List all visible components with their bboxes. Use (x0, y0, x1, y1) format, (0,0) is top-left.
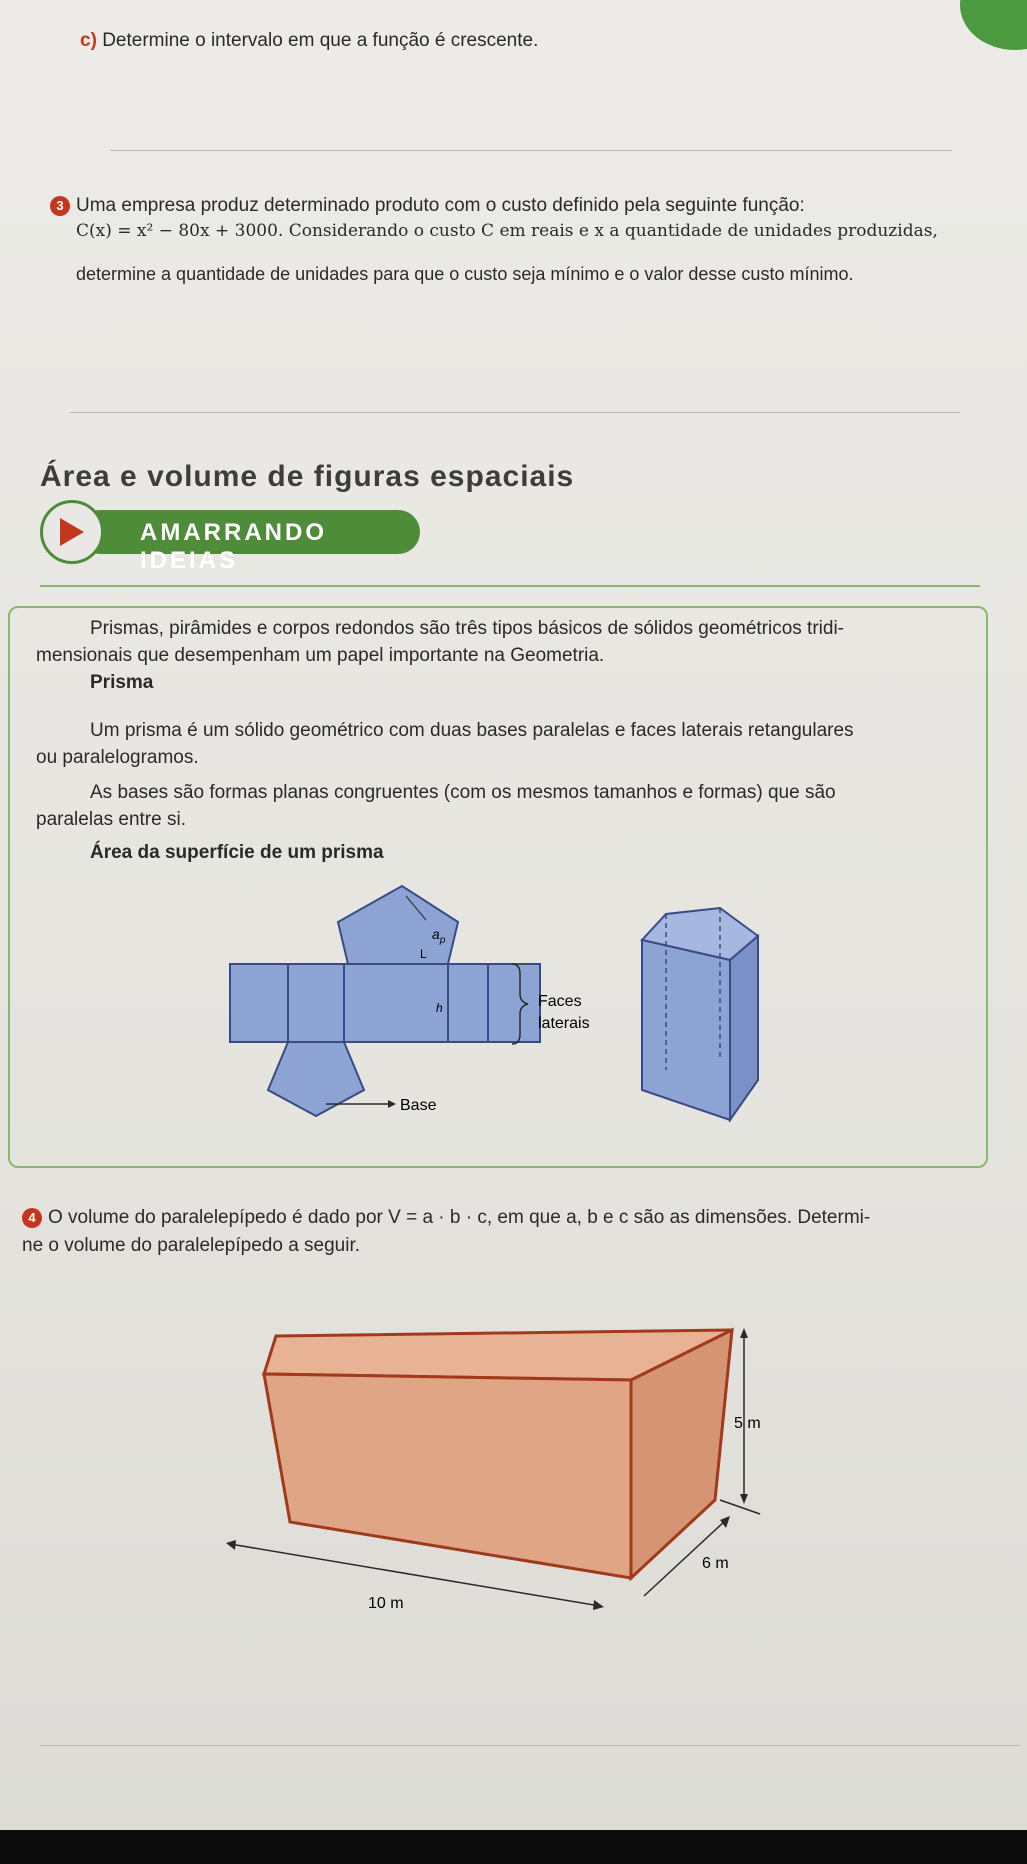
prism-3d-figure (620, 890, 770, 1140)
banner-label: AMARRANDO IDEIAS (140, 519, 327, 574)
label-L: L (420, 947, 427, 961)
net-bottom-pentagon (268, 1042, 364, 1116)
height-tick (720, 1500, 760, 1514)
answer-line (70, 412, 960, 413)
q4-number: 4 (22, 1208, 42, 1228)
base-arrowhead (388, 1100, 396, 1108)
parallelepiped-figure (220, 1300, 780, 1630)
net-top-pentagon (338, 886, 458, 964)
q3-line2: C(x) = x² − 80x + 3000. Considerando o custo C em reais e x a quantidade de unidades produzidas, (76, 221, 938, 241)
height-arrowhead-bottom (740, 1494, 748, 1504)
box-p2a: Um prisma é um sólido geométrico com duas bases paralelas e faces laterais retangulares (90, 720, 854, 741)
play-icon (60, 518, 84, 546)
box-divider (40, 585, 980, 587)
heading-area: Área da superfície de um prisma (90, 842, 384, 863)
height-arrowhead-top (740, 1328, 748, 1338)
label-depth: 6 m (702, 1555, 729, 1572)
question-2c (80, 28, 538, 53)
answer-line (110, 150, 952, 151)
label-length: 10 m (368, 1595, 404, 1612)
q2c-label: c) (80, 30, 97, 51)
question-4 (22, 1205, 1022, 1230)
box-p1a: Prismas, pirâmides e corpos redondos são três tipos básicos de sólidos geométricos tridi- (90, 618, 844, 639)
label-laterais: laterais (538, 1015, 590, 1032)
question-3 (50, 193, 970, 218)
box-p2b: ou paralelogramos. (36, 747, 199, 768)
section-title: Área e volume de figuras espaciais (40, 460, 575, 493)
length-arrowhead-right (593, 1600, 604, 1610)
bottom-bar (0, 1830, 1027, 1864)
banner (40, 500, 420, 574)
q3-line3: determine a quantidade de unidades para que o custo seja mínimo e o valor desse custo mínimo. (76, 264, 854, 284)
length-arrowhead-left (226, 1540, 236, 1550)
box-front-face (264, 1374, 631, 1578)
q4-line1: O volume do paralelepípedo é dado por V = a · b · c, em que a, b e c são as dimensões. Determi- (48, 1207, 871, 1228)
q2c-text: Determine o intervalo em que a função é crescente. (102, 30, 539, 51)
label-ap: $a_p$ (432, 926, 446, 946)
label-base: Base (400, 1097, 437, 1114)
answer-line (40, 1745, 1020, 1746)
q4-line2: ne o volume do paralelepípedo a seguir. (22, 1235, 361, 1256)
label-height: 5 m (734, 1415, 761, 1432)
box-p1b: mensionais que desempenham um papel importante na Geometria. (36, 645, 605, 666)
prism-front-right (730, 936, 758, 1120)
label-h: h (436, 1001, 443, 1015)
box-p3a: As bases são formas planas congruentes (com os mesmos tamanhos e formas) que são (90, 782, 836, 803)
depth-arrowhead (720, 1516, 730, 1528)
heading-prisma: Prisma (90, 672, 154, 693)
q3-line1: Uma empresa produz determinado produto com o custo definido pela seguinte função: (76, 195, 805, 216)
q3-number: 3 (50, 196, 70, 216)
net-lateral-faces (230, 964, 540, 1042)
prism-net-figure (220, 880, 620, 1150)
label-faces: Faces (538, 993, 582, 1010)
box-p3b: paralelas entre si. (36, 809, 186, 830)
prism-front-left (642, 940, 730, 1120)
